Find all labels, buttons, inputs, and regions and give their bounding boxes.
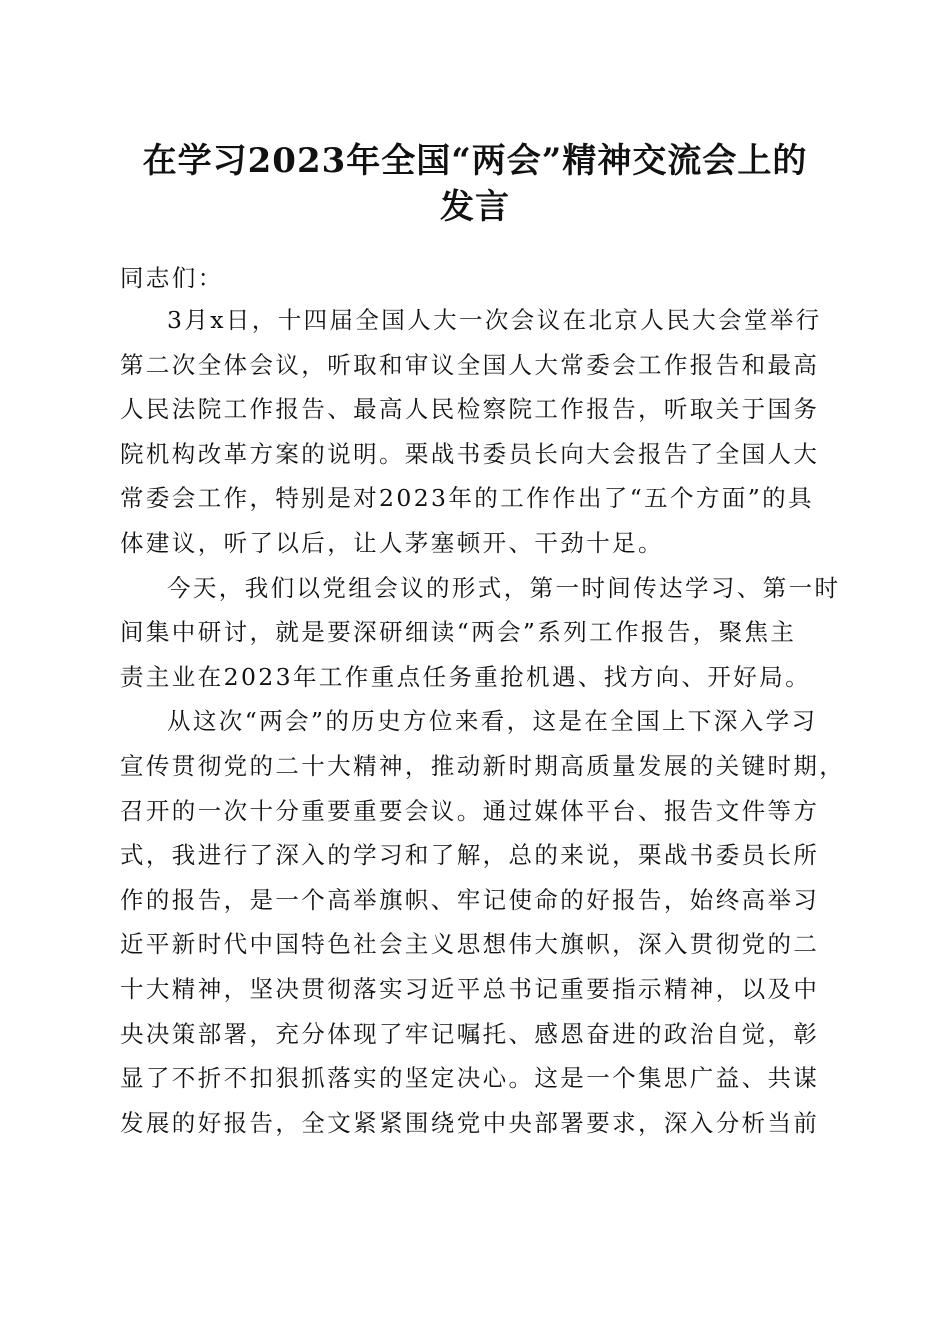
- title-line-1: 在学习2023年全国“两会”精神交流会上的: [142, 141, 808, 181]
- paragraph-line: 宣传贯彻党的二十大精神，推动新时期高质量发展的关键时期，: [120, 751, 846, 780]
- salutation: 同志们：: [120, 264, 224, 292]
- paragraph-line: 第二次全体会议，听取和审议全国人大常委会工作报告和最高: [120, 350, 820, 379]
- paragraph-line: 责主业在2023年工作重点任务重抢机遇、找方向、开好局。: [120, 662, 812, 691]
- paragraph-line: 间集中研讨，就是要深研细读“两会”系列工作报告，聚焦主: [120, 618, 797, 647]
- paragraph-line: 体建议，听了以后，让人茅塞顿开、干劲十足。: [120, 528, 664, 557]
- paragraph-line: 3月x日，十四届全国人大一次会议在北京人民大会堂举行: [167, 306, 822, 334]
- paragraph-line: 人民法院工作报告、最高人民检察院工作报告，听取关于国务: [120, 395, 820, 424]
- paragraph-line: 央决策部署，充分体现了牢记嘱托、感恩奋进的政治自觉，彰: [120, 1019, 820, 1048]
- paragraph-line: 从这次“两会”的历史方位来看，这是在全国上下深入学习: [167, 707, 818, 736]
- document-body: [120, 258, 846, 1145]
- paragraph-line: 显了不折不扣狠抓落实的坚定决心。这是一个集思广益、共谋: [120, 1064, 820, 1093]
- paragraph-line: 近平新时代中国特色社会主义思想伟大旗帜，深入贯彻党的二: [120, 930, 820, 959]
- paragraph-3: [120, 699, 846, 1145]
- paragraph-line: 院机构改革方案的说明。栗战书委员长向大会报告了全国人大: [120, 439, 820, 468]
- paragraph-line: 发展的好报告，全文紧紧围绕党中央部署要求，深入分析当前: [120, 1108, 820, 1137]
- paragraph-line: 常委会工作，特别是对2023年的工作作出了“五个方面”的具: [120, 484, 814, 513]
- paragraph-line: 式，我进行了深入的学习和了解，总的来说，栗战书委员长所: [120, 841, 820, 870]
- paragraph-line: 今天，我们以党组会议的形式，第一时间传达学习、第一时: [167, 573, 841, 602]
- paragraph-line: 召开的一次十分重要重要会议。通过媒体平台、报告文件等方: [120, 796, 820, 825]
- paragraph-line: 十大精神，坚决贯彻落实习近平总书记重要指示精神，以及中: [120, 974, 820, 1003]
- title-line-2: 发言: [440, 187, 510, 227]
- paragraph-2: [120, 566, 841, 700]
- paragraph-line: 作的报告，是一个高举旗帜、牢记使命的好报告，始终高举习: [120, 885, 820, 914]
- paragraph-1: [120, 298, 832, 566]
- page-title: [120, 138, 830, 230]
